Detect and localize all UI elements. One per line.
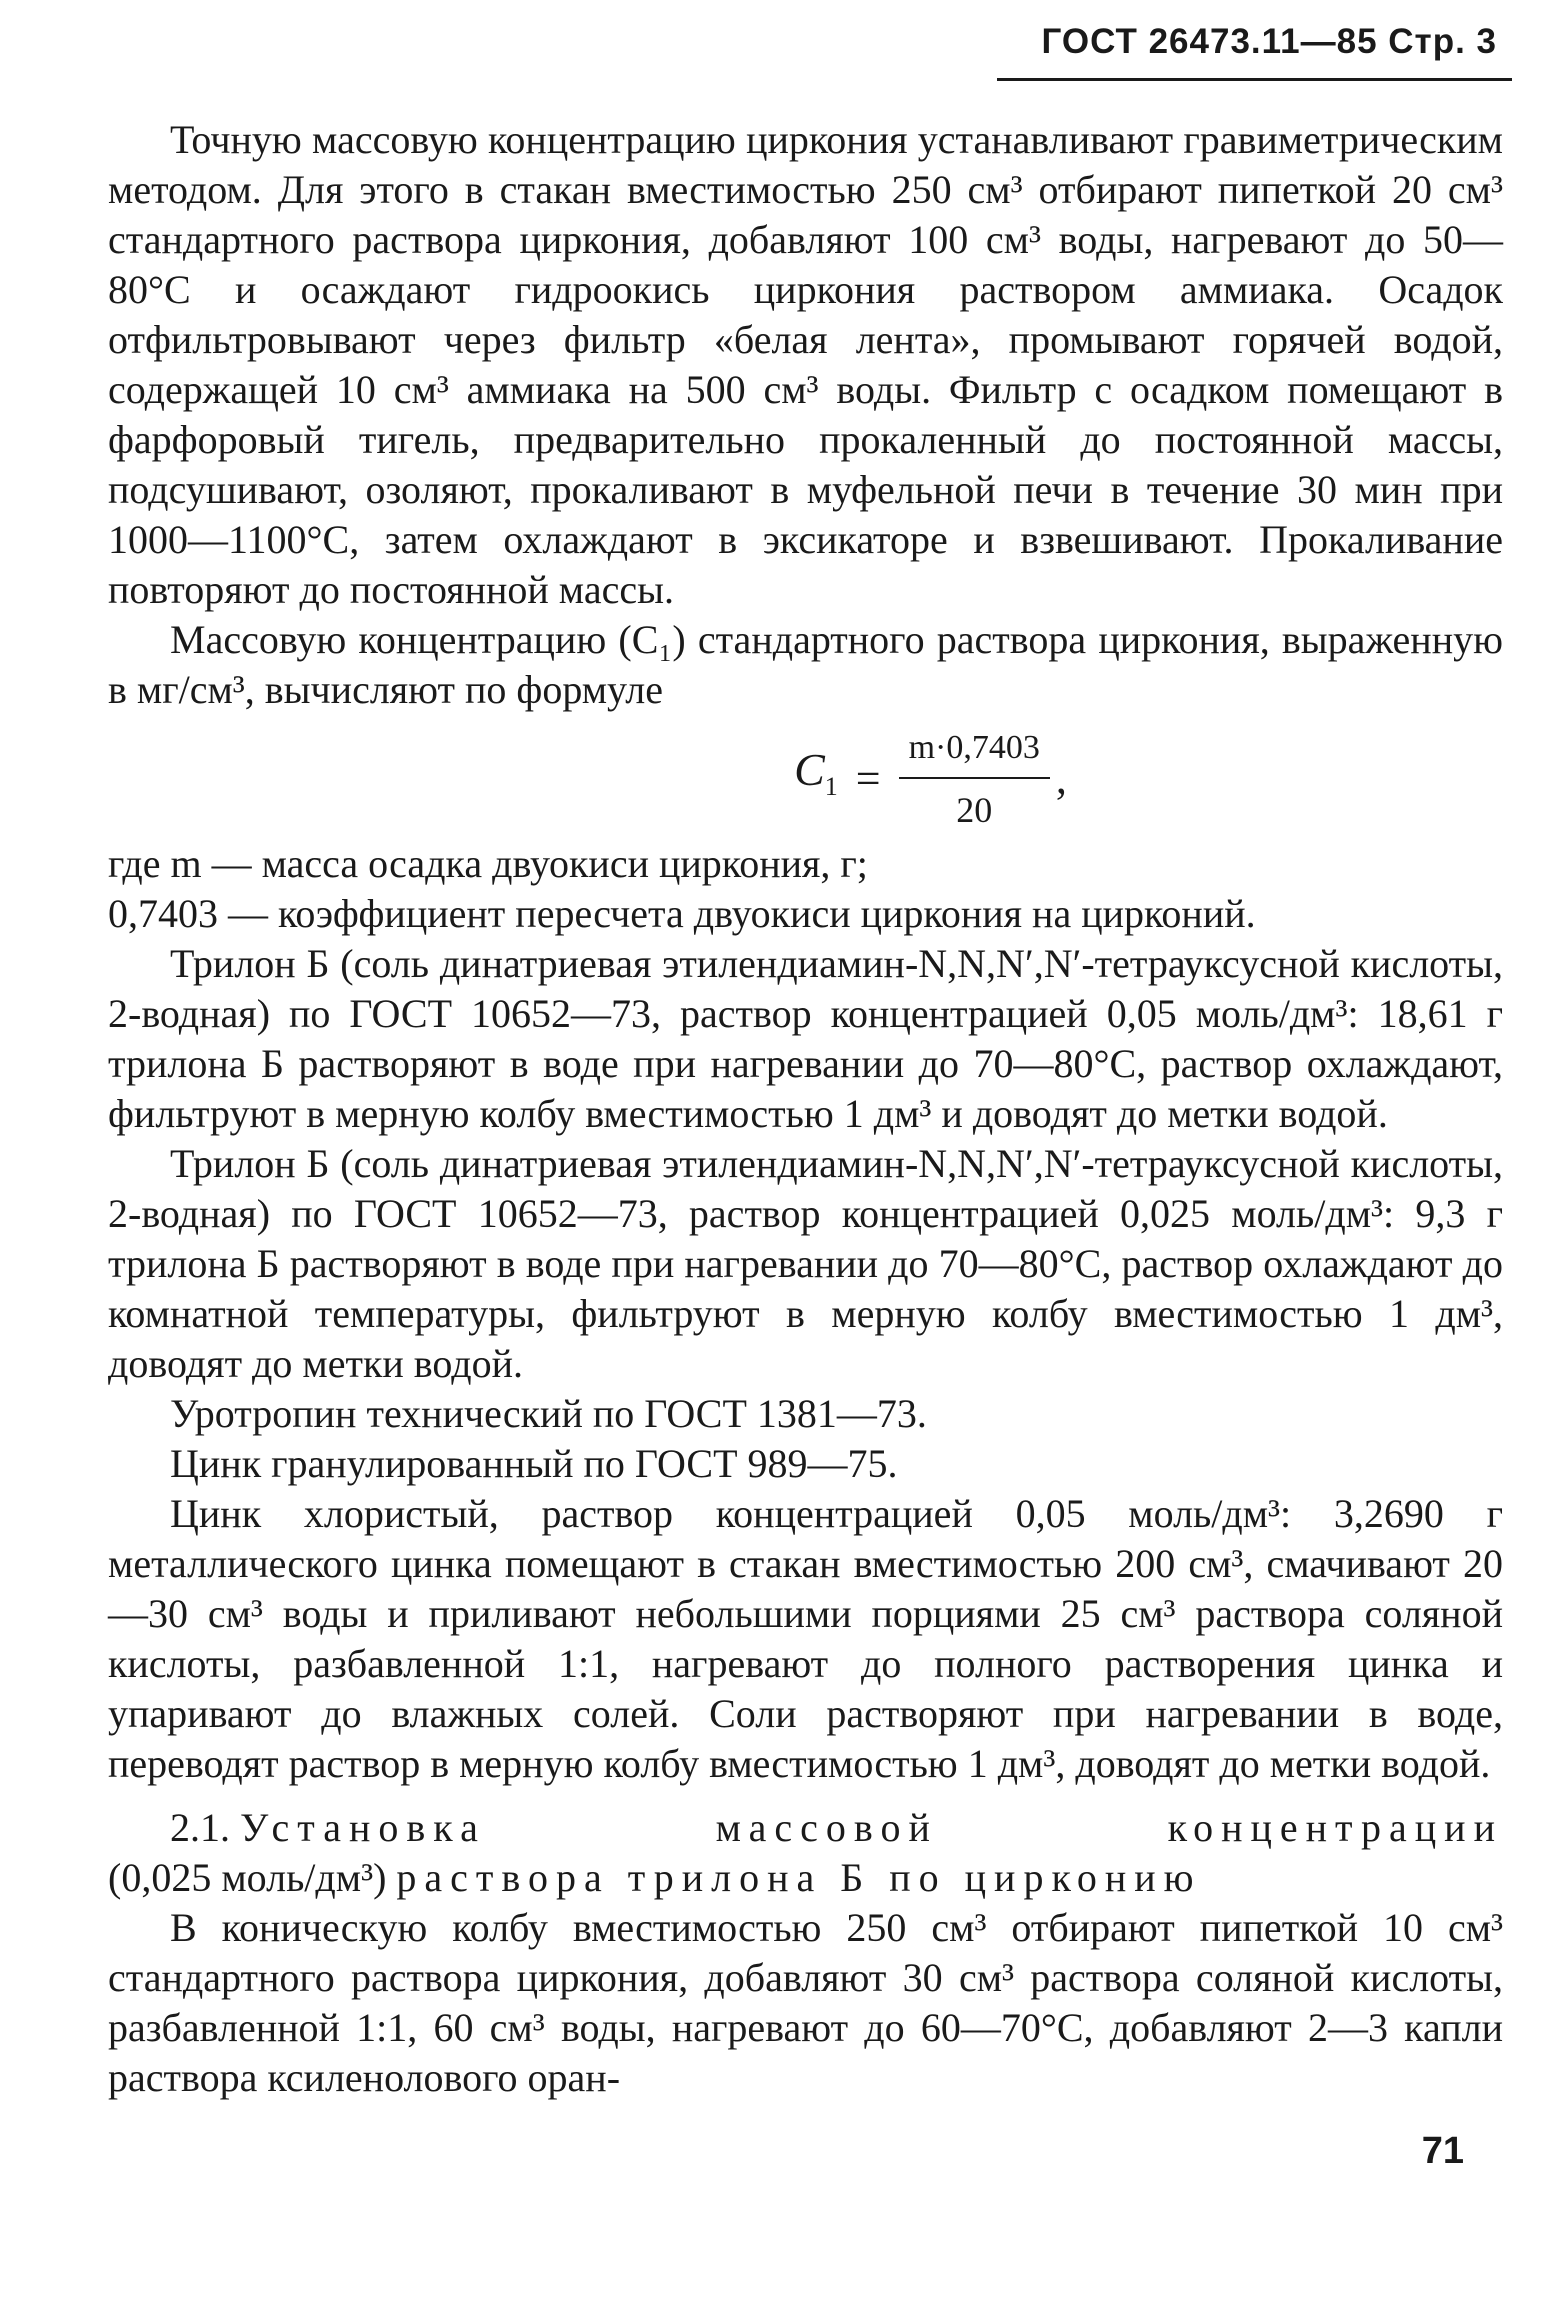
- section-number-title: 2.1. Установка: [170, 1805, 486, 1850]
- reagent-zinc-chloride: Цинк хлористый, раствор концентрацией 0,05 моль/дм³: 3,2690 г металлического цинка помещают в стакан вместимостью 200 см³, смачивают 20—30 см³ воды и приливают небольшими порциями 25 см³ раствора соляной кислоты, разбавленной 1:1, нагревают до полного растворения цинка и упаривают до влажных солей. Соли растворяют при нагревании в воде, переводят раствор в мерную колбу вместимостью 1 дм³, доводят до метки водой.: [108, 1491, 1503, 1786]
- reagent-trilon-0025: Трилон Б (соль динатриевая этилендиамин-N,N,N′,N′-тетрауксусной кислоты, 2-водная) по ГОСТ 10652—73, раствор концентрацией 0,025 моль/дм³: 9,3 г трилона Б растворяют в воде при нагревании до 70—80°С, раствор охлаждают до комнатной температуры, фильтруют в мерную колбу вместимостью 1 дм³, доводят до метки водой.: [108, 1141, 1503, 1386]
- formula-equals: =: [855, 754, 881, 803]
- section-title-prefix: (0,025 моль/дм³): [108, 1855, 387, 1900]
- paragraph-concentration: Массовую концентрацию (C₁) стандартного раствора циркония, выраженную в мг/см³, вычисляют по формуле: [108, 617, 1503, 712]
- paragraph-procedure: В коническую колбу вместимостью 250 см³ отбирают пипеткой 10 см³ стандартного раствора циркония, добавляют 30 см³ раствора соляной кислоты, разбавленной 1:1, 60 см³ воды, нагревают до 60—70°С, добавляют 2—3 капли раствора ксиленолового оран-: [108, 1905, 1503, 2100]
- formula-comma: ,: [1055, 754, 1067, 803]
- formula: [358, 729, 1503, 829]
- section-heading: [108, 1803, 1503, 1903]
- body-text: [108, 115, 1503, 2103]
- reagent-zinc-granulated: Цинк гранулированный по ГОСТ 989—75.: [170, 1441, 898, 1486]
- formula-fraction: [899, 723, 1050, 835]
- reagent-trilon-005: Трилон Б (соль динатриевая этилендиамин-N,N,N′,N′-тетрауксусной кислоты, 2-водная) по ГОСТ 10652—73, раствор концентрацией 0,05 моль/дм³: 18,61 г трилона Б растворяют в воде при нагревании до 70—80°С, раствор охлаждают, фильтруют в мерную колбу вместимостью 1 дм³ и доводят до метки водой.: [108, 941, 1503, 1136]
- header-rule: [997, 78, 1512, 81]
- page-header: ГОСТ 26473.11—85 Стр. 3: [1041, 22, 1497, 61]
- paragraph-gravimetric: Точную массовую концентрацию циркония устанавливают гравиметрическим методом. Для этого в стакан вместимостью 250 см³ отбирают пипеткой 20 см³ стандартного раствора циркония, добавляют 100 см³ воды, нагревают до 50—80°С и осаждают гидроокись циркония раствором аммиака. Осадок отфильтровывают через фильтр «белая лента», промывают горячей водой, содержащей 10 см³ аммиака на 500 см³ воды. Фильтр с осадком помещают в фарфоровый тигель, предварительно прокаленный до постоянной массы, подсушивают, озоляют, прокаливают в муфельной печи в течение 30 мин при 1000—1100°С, затем охлаждают в эксикаторе и взвешивают. Прокаливание повторяют до постоянной массы.: [108, 117, 1503, 612]
- formula-denominator: 20: [956, 790, 993, 830]
- formula-lhs: $C_1$: [794, 744, 838, 802]
- reagent-urotropin: Уротропин технический по ГОСТ 1381—73.: [170, 1391, 927, 1436]
- formula-numerator: m·0,7403: [899, 723, 1050, 779]
- section-title-word: массовой: [715, 1805, 938, 1850]
- page-number: 71: [1421, 2130, 1464, 2172]
- section-title-rest: раствора трилона Б по цирконию: [396, 1855, 1202, 1900]
- section-title-word: концентрации: [1167, 1805, 1503, 1850]
- where-line: где m — масса осадка двуокиси циркония, г;: [108, 841, 868, 886]
- where-line: 0,7403 — коэффициент пересчета двуокиси циркония на цирконий.: [108, 891, 1256, 936]
